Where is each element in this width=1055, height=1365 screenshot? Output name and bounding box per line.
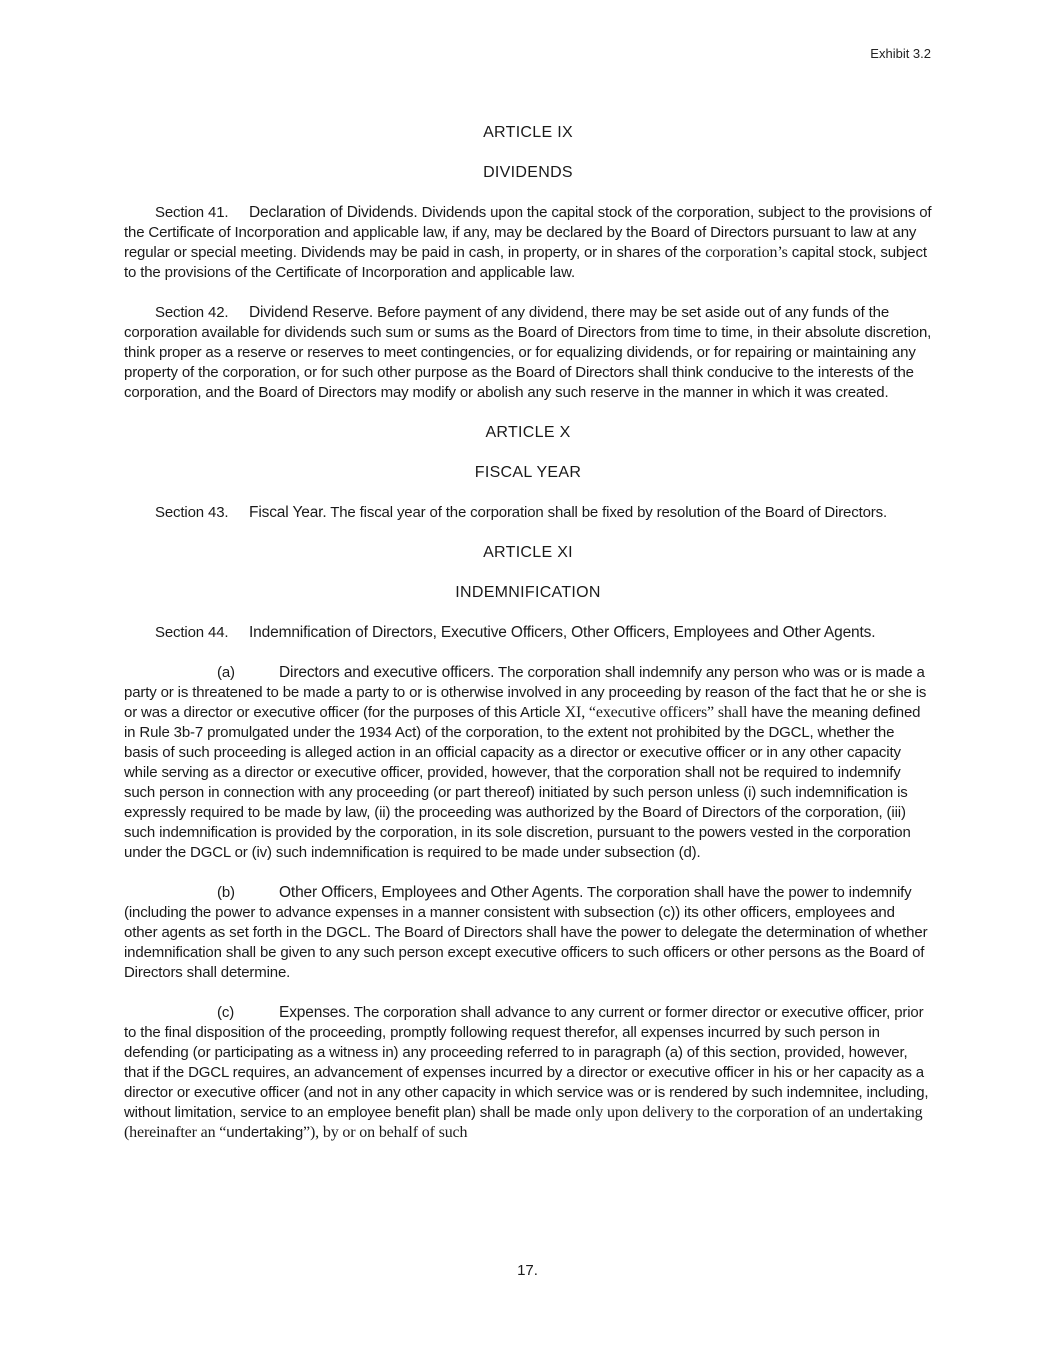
- section-42-title: Dividend Reserve.: [249, 304, 374, 321]
- subsection-b-text: The corporation shall have the power to indemnify (including the power to advance expenses in a manner consistent with subsection (c)) its other officers, employees and other agents as set forth in the DGCL. The Board of Directors shall have the power to delegate the determination of whether indemnification shall be given to any such person except executive officers to such officers or other persons as the Board of Directors shall determine.: [124, 884, 928, 981]
- subsection-c-title: Expenses.: [279, 1004, 351, 1021]
- section-43-title: Fiscal Year.: [249, 504, 327, 521]
- section-41-title: Declaration of Dividends.: [249, 204, 418, 221]
- subsection-a: [124, 663, 932, 863]
- article-x-title: FISCAL YEAR: [474, 464, 582, 481]
- subsection-c-text: The corporation shall advance to any current or former director or executive officer, prior to the final disposition of the proceeding, promptly following request therefor, all expenses incurred by such person in defending (or participating as a witness in) any proceeding referred to in paragraph (a) of this section, provided, however, that if the DGCL requires, an advancement of expenses incurred by a director or executive officer in his or her capacity as a director or executive officer (and not in any other capacity in which service was or is rendered by such indemnitee, including, without limitation, service to an employee benefit plan) shall be made: [124, 1004, 929, 1121]
- exhibit-label: Exhibit 3.2: [870, 46, 931, 61]
- section-42-number: Section 42.: [155, 304, 229, 321]
- article-ix-heading: ARTICLE IX: [483, 124, 573, 141]
- subsection-a-serif-part: XI, “executive officers” shall: [564, 704, 748, 721]
- article-xi-title: INDEMNIFICATION: [455, 584, 601, 601]
- subsection-a-text: The corporation shall indemnify any person who was or is made a party or is threatened to be made a party to or is otherwise involved in any proceeding by reason of the fact that he or she is or was a director or executive officer (for the purposes of this Article: [124, 664, 927, 721]
- article-x-heading: ARTICLE X: [485, 424, 571, 441]
- subsection-a-number: (a): [217, 664, 235, 681]
- subsection-a-title: Directors and executive officers.: [279, 664, 495, 681]
- section-43-number: Section 43.: [155, 504, 229, 521]
- section-41-serif-word: corporation’s: [705, 244, 788, 261]
- subsection-a-text-end: have the meaning defined in Rule 3b-7 promulgated under the 1934 Act) of the corporation, to the extent not prohibited by the DGCL, whether the basis of such proceeding is alleged action in an official capacity as a director or executive officer or in any other capacity while serving as a director or executive officer, provided, however, that the corporation shall not be required to indemnify such person in connection with any proceeding (or part thereof) initiated by such person unless (i) such indemnification is expressly required to be made by law, (ii) the proceeding was authorized by the Board of Directors of the corporation, (iii) such indemnification is provided by the corporation, in its sole discretion, pursuant to the powers vested in the corporation under the DGCL or (iv) such indemnification is required to be made under subsection (d).: [124, 704, 921, 861]
- document-body: [124, 123, 932, 1163]
- subsection-c: [124, 1003, 932, 1143]
- subsection-b-title: Other Officers, Employees and Other Agents.: [279, 884, 584, 901]
- section-41: [124, 203, 932, 283]
- section-43: [124, 503, 932, 523]
- section-41-text: Dividends upon the capital stock of the corporation, subject to the provisions of the Certificate of Incorporation and applicable law, if any, may be declared by the Board of Directors pursuant to law at any regular or special meeting. Dividends may be paid in cash, in property, or in shares of the: [124, 204, 932, 261]
- section-41-text-end: capital stock, subject to the provisions of the Certificate of Incorporation and applicable law.: [124, 244, 927, 281]
- subsection-c-serif-part: only upon delivery to the corporation of an undertaking (hereinafter an “: [124, 1104, 923, 1141]
- section-43-text: The fiscal year of the corporation shall be fixed by resolution of the Board of Directors.: [326, 504, 888, 521]
- subsection-c-serif-end: ”), by or on behalf of such: [303, 1124, 468, 1141]
- subsection-b-number: (b): [217, 884, 235, 901]
- subsection-c-number: (c): [217, 1004, 235, 1021]
- section-44-number: Section 44.: [155, 624, 229, 641]
- page-number: 17.: [517, 1262, 538, 1279]
- subsection-b: [124, 883, 932, 983]
- section-42-text: Before payment of any dividend, there may be set aside out of any funds of the corporation available for dividends such sum or sums as the Board of Directors from time to time, in their absolute discretion, think proper as a reserve or reserves to meet contingencies, or for equalizing dividends, or for repairing or maintaining any property of the corporation, or for such other purpose as the Board of Directors shall think conducive to the interests of the corporation, and the Board of Directors may modify or abolish any such reserve in the manner in which it was created.: [124, 304, 932, 401]
- section-44-title: Indemnification of Directors, Executive Officers, Other Officers, Employees and Other Agents.: [249, 624, 876, 641]
- article-ix-title: DIVIDENDS: [483, 164, 573, 181]
- section-42: [124, 303, 932, 403]
- section-41-number: Section 41.: [155, 204, 229, 221]
- subsection-c-sans-word: undertaking: [226, 1124, 304, 1141]
- section-44: [124, 623, 932, 643]
- article-xi-heading: ARTICLE XI: [483, 544, 573, 561]
